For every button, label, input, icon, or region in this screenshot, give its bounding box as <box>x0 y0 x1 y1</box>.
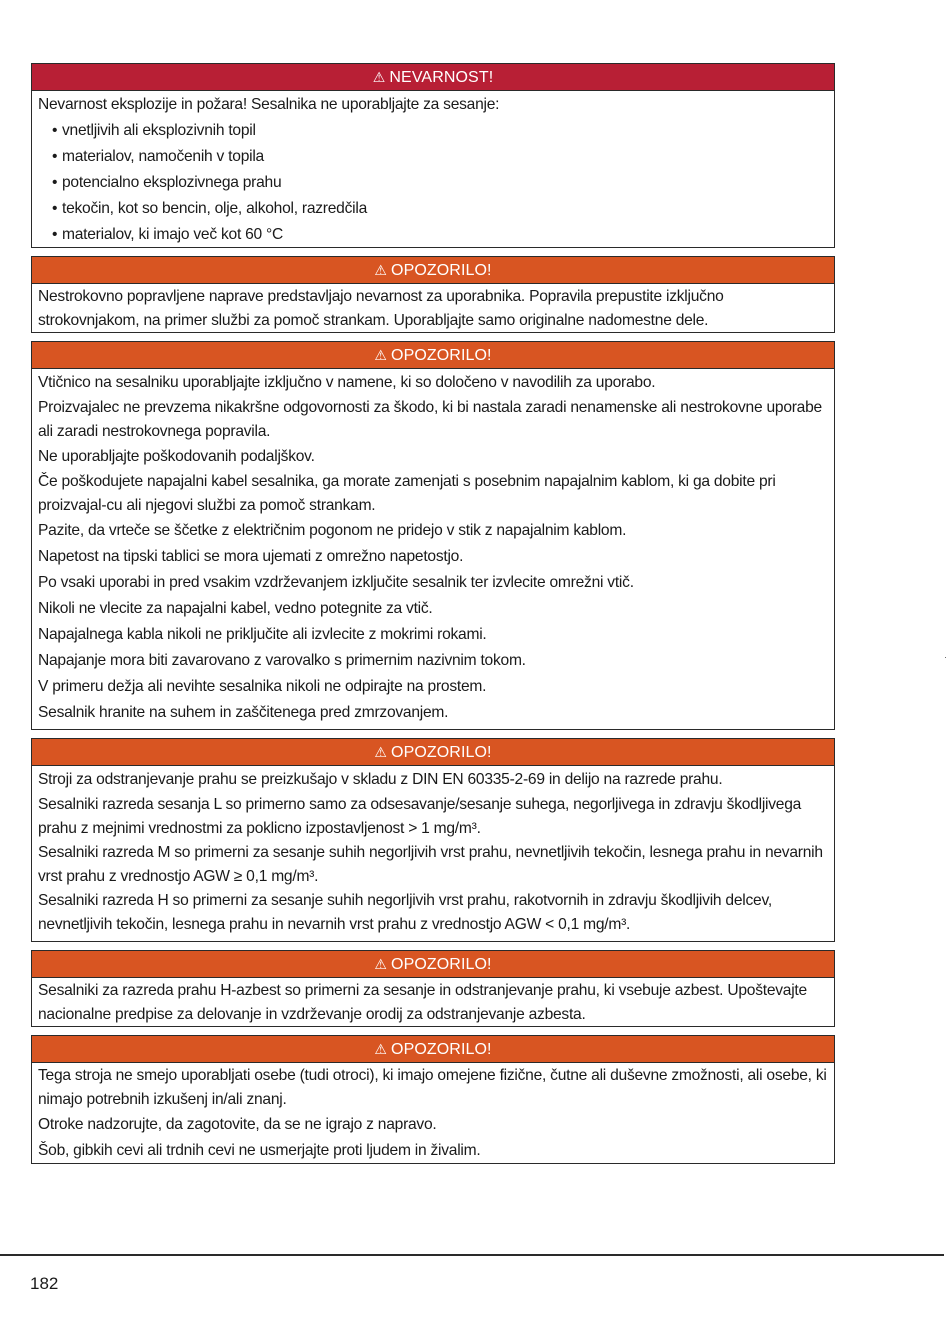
paragraph: Pazite, da vrteče se ščetke z električnim pogonom ne pridejo v stik z napajalnim kablom. <box>38 522 627 539</box>
warning-body <box>32 284 834 336</box>
page-number: 182 <box>30 1274 59 1293</box>
danger-intro: Nevarnost eksplozije in požara! Sesalnika ne uporabljajte za sesanje: <box>38 96 500 113</box>
warning-triangle-icon: ⚠ <box>374 1041 388 1057</box>
paragraph: Proizvajalec ne prevzema nikakršne odgovornosti za škodo, ki bi nastala zaradi nenamenske ali nestrokovne uporabe ali zaradi nestrokovnega popravila. <box>38 399 822 440</box>
warning-body <box>32 978 834 1030</box>
list-item: • tekočin, kot so bencin, olje, alkohol, razredčila <box>38 196 828 222</box>
warning-header <box>32 739 834 766</box>
list-item: • materialov, ki imajo več kot 60 °C <box>38 222 828 248</box>
list-item: • materialov, namočenih v topila <box>38 144 828 170</box>
paragraph: Tega stroja ne smejo uporabljati osebe (tudi otroci), ki imajo omejene fizične, čutne ali duševne zmožnosti, ali osebe, ki nimajo potrebnih izkušenj in/ali znanj. <box>38 1067 827 1108</box>
warning-title: OPOZORILO! <box>391 744 492 761</box>
paragraph: Sesalniki razreda H so primerni za sesanje suhih negorljivih vrst prahu, rakotvornih in zdravju škodljivih delcev, nevnetljivih tekočin, lesnega prahu in nevarnih vrst prahu z vrednostjo AGW < 0,1 mg/m³. <box>38 892 772 933</box>
paragraph: Sesalniki za razreda prahu H-azbest so primerni za sesanje in odstranjevanje prahu, ki vsebuje azbest. Upoštevajte nacionalne predpise za delovanje in vzdrževanje orodij za odstranjevanje azbesta. <box>38 982 807 1023</box>
paragraph: Sesalniki razreda M so primerni za sesanje suhih negorljivih vrst prahu, nevnetljivih tekočin, lesnega prahu in nevarnih vrst prahu z vrednostjo AGW ≥ 0,1 mg/m³. <box>38 844 823 885</box>
paragraph: V primeru dežja ali nevihte sesalnika nikoli ne odpirajte na prostem. <box>38 678 487 695</box>
warning-body <box>32 766 834 940</box>
list-item: • potencialno eksplozivnega prahu <box>38 170 828 196</box>
warning-box-repairs <box>31 256 835 333</box>
warning-title: OPOZORILO! <box>391 262 492 279</box>
warning-box-asbestos <box>31 950 835 1027</box>
warning-title: OPOZORILO! <box>391 956 492 973</box>
warning-body <box>32 1063 834 1167</box>
warning-header <box>32 257 834 284</box>
paragraph: Ne uporabljajte poškodovanih podaljškov. <box>38 448 315 465</box>
warning-title: OPOZORILO! <box>391 347 492 364</box>
paragraph: Napajalnega kabla nikoli ne priključite ali izvlecite z mokrimi rokami. <box>38 626 487 643</box>
paragraph: Šob, gibkih cevi ali trdnih cevi ne usmerjajte proti ljudem in živalim. <box>38 1142 481 1159</box>
warning-box-dust-classes <box>31 738 835 942</box>
paragraph: Napetost na tipski tablici se mora ujemati z omrežno napetostjo. <box>38 548 464 565</box>
warning-header <box>32 342 834 369</box>
warning-header <box>32 1036 834 1063</box>
paragraph: Po vsaki uporabi in pred vsakim vzdrževanjem izključite sesalnik ter izvlecite omrežni vtič. <box>38 574 634 591</box>
list-item: • vnetljivih ali eksplozivnih topil <box>38 118 828 144</box>
warning-box-electrical <box>31 341 835 730</box>
warning-triangle-icon: ⚠ <box>374 347 388 363</box>
paragraph: Sesalniki razreda sesanja L so primerno samo za odsesavanje/sesanje suhega, negorljivega in zdravju škodljivega prahu z mejnimi vrednostmi za poklicno izpostavljenost > 1 mg/m³. <box>38 796 802 837</box>
danger-box <box>31 63 835 248</box>
warning-title: OPOZORILO! <box>391 1041 492 1058</box>
paragraph: Stroji za odstranjevanje prahu se preizkušajo v skladu z DIN EN 60335-2-69 in delijo na razrede prahu. <box>38 771 723 788</box>
warning-triangle-icon: ⚠ <box>372 69 386 85</box>
paragraph: Otroke nadzorujte, da zagotovite, da se ne igrajo z napravo. <box>38 1116 437 1133</box>
paragraph: Sesalnik hranite na suhem in zaščitenega pred zmrzovanjem. <box>38 704 449 721</box>
paragraph: Vtičnico na sesalniku uporabljajte izključno v namene, ki so določeno v navodilih za uporabo. <box>38 374 656 391</box>
danger-list <box>38 118 828 248</box>
warning-body <box>32 369 834 729</box>
paragraph: Nikoli ne vlecite za napajalni kabel, vedno potegnite za vtič. <box>38 600 433 617</box>
paragraph: Če poškodujete napajalni kabel sesalnika, ga morate zamenjati s posebnim napajalnim kablom, ki ga dobite pri proizvajal-cu ali njegovi službi za pomoč strankam. <box>38 473 776 514</box>
danger-body <box>32 91 834 251</box>
footer-divider <box>0 1254 944 1256</box>
warning-triangle-icon: ⚠ <box>374 262 388 278</box>
paragraph: Napajanje mora biti zavarovano z varovalko s primernim nazivnim tokom. <box>38 652 526 669</box>
warning-triangle-icon: ⚠ <box>374 744 388 760</box>
paragraph: Nestrokovno popravljene naprave predstavljajo nevarnost za uporabnika. Popravila prepustite izključno strokovnjakom, na primer službi za pomoč strankam. Uporabljajte samo originalne nadomestne dele. <box>38 288 724 329</box>
warning-header <box>32 951 834 978</box>
margin-mark: · <box>944 652 947 662</box>
danger-title: NEVARNOST! <box>389 69 494 86</box>
danger-header <box>32 64 834 91</box>
warning-box-persons <box>31 1035 835 1164</box>
warning-triangle-icon: ⚠ <box>374 956 388 972</box>
